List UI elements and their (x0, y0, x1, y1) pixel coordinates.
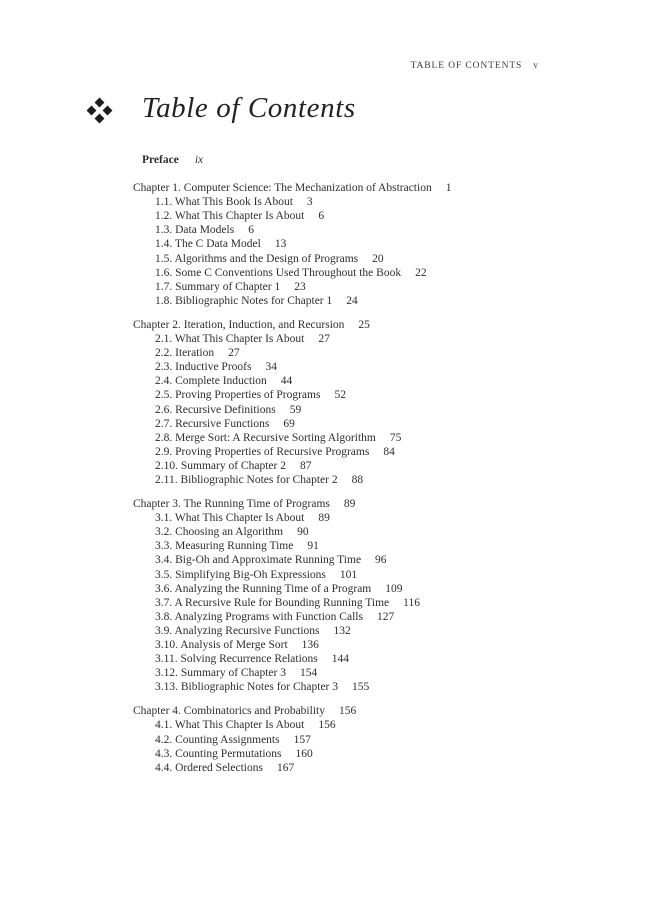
toc-section-entry (133, 403, 573, 417)
toc-section-entry (133, 511, 573, 525)
section-page-number: 13 (274, 238, 287, 251)
toc-section-entry (133, 666, 573, 680)
section-page-number: 3 (306, 196, 313, 209)
section-label: 3.8. Analyzing Programs with Function Calls (155, 610, 363, 623)
chapter-block (133, 497, 573, 694)
section-page-number: 75 (389, 431, 402, 444)
section-page-number: 59 (289, 403, 302, 416)
chapter-page-number: 156 (338, 705, 357, 718)
running-header-title: TABLE OF CONTENTS (410, 61, 523, 71)
section-label: 3.7. A Recursive Rule for Bounding Running Time (155, 596, 390, 609)
section-label: 1.8. Bibliographic Notes for Chapter 1 (155, 294, 333, 307)
section-page-number: 91 (307, 540, 319, 553)
section-label: 1.1. What This Book Is About (155, 196, 293, 209)
chapter-block (133, 318, 573, 487)
section-page-number: 167 (276, 761, 295, 774)
section-page-number: 20 (372, 252, 384, 265)
chapter-heading: Chapter 2. Iteration, Induction, and Recursion (133, 318, 345, 331)
section-label: 2.5. Proving Properties of Programs (155, 389, 321, 402)
toc-section-entry (133, 223, 573, 237)
toc-chapter-entry (133, 318, 573, 332)
toc-section-entry (133, 733, 573, 747)
section-label: 3.3. Measuring Running Time (155, 540, 294, 553)
chapter-heading: Chapter 1. Computer Science: The Mechanization of Abstraction (133, 182, 432, 195)
section-page-number: 109 (385, 582, 403, 595)
section-page-number: 89 (318, 512, 330, 525)
preface-label: Preface (142, 154, 179, 166)
section-label: 4.3. Counting Permutations (155, 747, 282, 760)
toc-chapter-entry (133, 704, 573, 718)
section-label: 3.6. Analyzing the Running Time of a Program (155, 582, 372, 595)
section-page-number: 6 (248, 224, 254, 237)
section-label: 3.10. Analysis of Merge Sort (155, 639, 288, 651)
section-page-number: 156 (318, 719, 336, 732)
section-page-number: 27 (318, 333, 330, 346)
toc-section-entry (133, 525, 573, 539)
section-label: 1.6. Some C Conventions Used Throughout the Book (155, 266, 402, 279)
section-page-number: 144 (331, 653, 350, 666)
toc-section-entry (133, 761, 573, 775)
section-page-number: 116 (403, 596, 420, 609)
toc-section-entry (133, 332, 573, 346)
section-page-number: 22 (415, 266, 427, 279)
section-page-number: 6 (318, 210, 325, 223)
section-page-number: 154 (299, 667, 318, 680)
section-label: 3.2. Choosing an Algorithm (155, 526, 284, 539)
toc-section-entry (133, 280, 573, 294)
section-page-number: 157 (293, 733, 311, 746)
toc-section-entry (133, 652, 573, 666)
section-label: 2.6. Recursive Definitions (155, 403, 276, 416)
chapter-page-number: 1 (445, 182, 452, 195)
toc-section-entry (133, 388, 573, 402)
section-label: 4.1. What This Chapter Is About (155, 719, 305, 732)
page-title: Table of Contents (142, 92, 356, 124)
toc-section-entry (133, 417, 573, 431)
section-page-number: 127 (376, 610, 395, 623)
preface-entry (133, 153, 573, 167)
section-page-number: 96 (375, 554, 387, 567)
folio-page-number: v (533, 61, 538, 71)
section-label: 1.2. What This Chapter Is About (155, 210, 305, 223)
chapter-block (133, 181, 573, 308)
chapter-list (133, 181, 573, 775)
toc-section-entry (133, 346, 573, 360)
toc-section-entry (133, 553, 573, 567)
section-page-number: 132 (333, 624, 351, 637)
section-label: 3.12. Summary of Chapter 3 (155, 667, 286, 680)
section-page-number: 155 (352, 681, 370, 694)
section-page-number: 88 (351, 473, 364, 486)
title-row (88, 92, 356, 125)
toc-section-entry (133, 610, 573, 624)
section-label: 4.4. Ordered Selections (155, 761, 263, 774)
toc-section-entry (133, 747, 573, 761)
section-page-number: 24 (346, 294, 358, 307)
chapter-heading: Chapter 4. Combinatorics and Probability (133, 705, 325, 718)
toc-section-entry (133, 680, 573, 694)
section-label: 1.3. Data Models (155, 224, 235, 237)
chapter-page-number: 89 (343, 498, 356, 511)
toc-section-entry (133, 459, 573, 473)
toc-section-entry (133, 374, 573, 388)
toc-section-entry (133, 596, 573, 610)
chapter-page-number: 25 (358, 318, 370, 331)
chapter-block (133, 704, 573, 774)
toc-section-entry (133, 360, 573, 374)
section-page-number: 136 (301, 639, 319, 651)
toc-section-entry (133, 431, 573, 445)
section-page-number: 44 (280, 375, 293, 388)
section-label: 1.7. Summary of Chapter 1 (155, 280, 281, 293)
section-label: 2.10. Summary of Chapter 2 (155, 459, 286, 472)
section-label: 2.2. Iteration (155, 347, 215, 360)
toc-section-entry (133, 539, 573, 553)
toc-list (133, 153, 573, 785)
toc-section-entry (133, 718, 573, 732)
section-label: 1.5. Algorithms and the Design of Programs (155, 252, 359, 265)
section-label: 2.3. Inductive Proofs (155, 361, 252, 374)
four-diamonds-icon (88, 99, 111, 122)
section-label: 2.8. Merge Sort: A Recursive Sorting Algorithm (155, 431, 376, 444)
section-page-number: 84 (383, 445, 395, 458)
preface-page-number: ix (194, 154, 204, 166)
section-page-number: 27 (228, 347, 240, 360)
toc-section-entry (133, 624, 573, 638)
section-label: 2.11. Bibliographic Notes for Chapter 2 (155, 473, 338, 486)
section-page-number: 90 (297, 526, 309, 539)
toc-section-entry (133, 266, 573, 280)
chapter-heading: Chapter 3. The Running Time of Programs (133, 498, 330, 511)
section-page-number: 87 (299, 459, 312, 472)
toc-section-entry (133, 195, 573, 209)
section-page-number: 160 (295, 747, 313, 760)
section-label: 3.4. Big-Oh and Approximate Running Time (155, 554, 362, 567)
section-label: 3.13. Bibliographic Notes for Chapter 3 (155, 681, 339, 694)
section-page-number: 52 (334, 389, 346, 402)
toc-section-entry (133, 445, 573, 459)
toc-section-entry (133, 237, 573, 251)
section-label: 4.2. Counting Assignments (155, 733, 280, 746)
running-header (411, 61, 538, 71)
toc-section-entry (133, 568, 573, 582)
section-label: 2.4. Complete Induction (155, 375, 267, 388)
section-label: 3.9. Analyzing Recursive Functions (155, 624, 320, 637)
toc-section-entry (133, 473, 573, 487)
toc-chapter-entry (133, 181, 573, 195)
section-label: 1.4. The C Data Model (155, 238, 261, 251)
toc-section-entry (133, 294, 573, 308)
section-label: 2.1. What This Chapter Is About (155, 333, 305, 346)
toc-section-entry (133, 252, 573, 266)
section-page-number: 101 (339, 568, 358, 581)
section-label: 2.7. Recursive Functions (155, 417, 270, 430)
section-label: 2.9. Proving Properties of Recursive Programs (155, 445, 370, 458)
section-label: 3.1. What This Chapter Is About (155, 512, 305, 525)
section-label: 3.5. Simplifying Big-Oh Expressions (155, 568, 326, 581)
toc-section-entry (133, 582, 573, 596)
section-page-number: 34 (265, 361, 277, 374)
section-page-number: 23 (294, 280, 306, 293)
section-page-number: 69 (283, 417, 295, 430)
toc-section-entry (133, 209, 573, 223)
toc-chapter-entry (133, 497, 573, 511)
section-label: 3.11. Solving Recurrence Relations (155, 653, 318, 666)
toc-section-entry (133, 638, 573, 652)
